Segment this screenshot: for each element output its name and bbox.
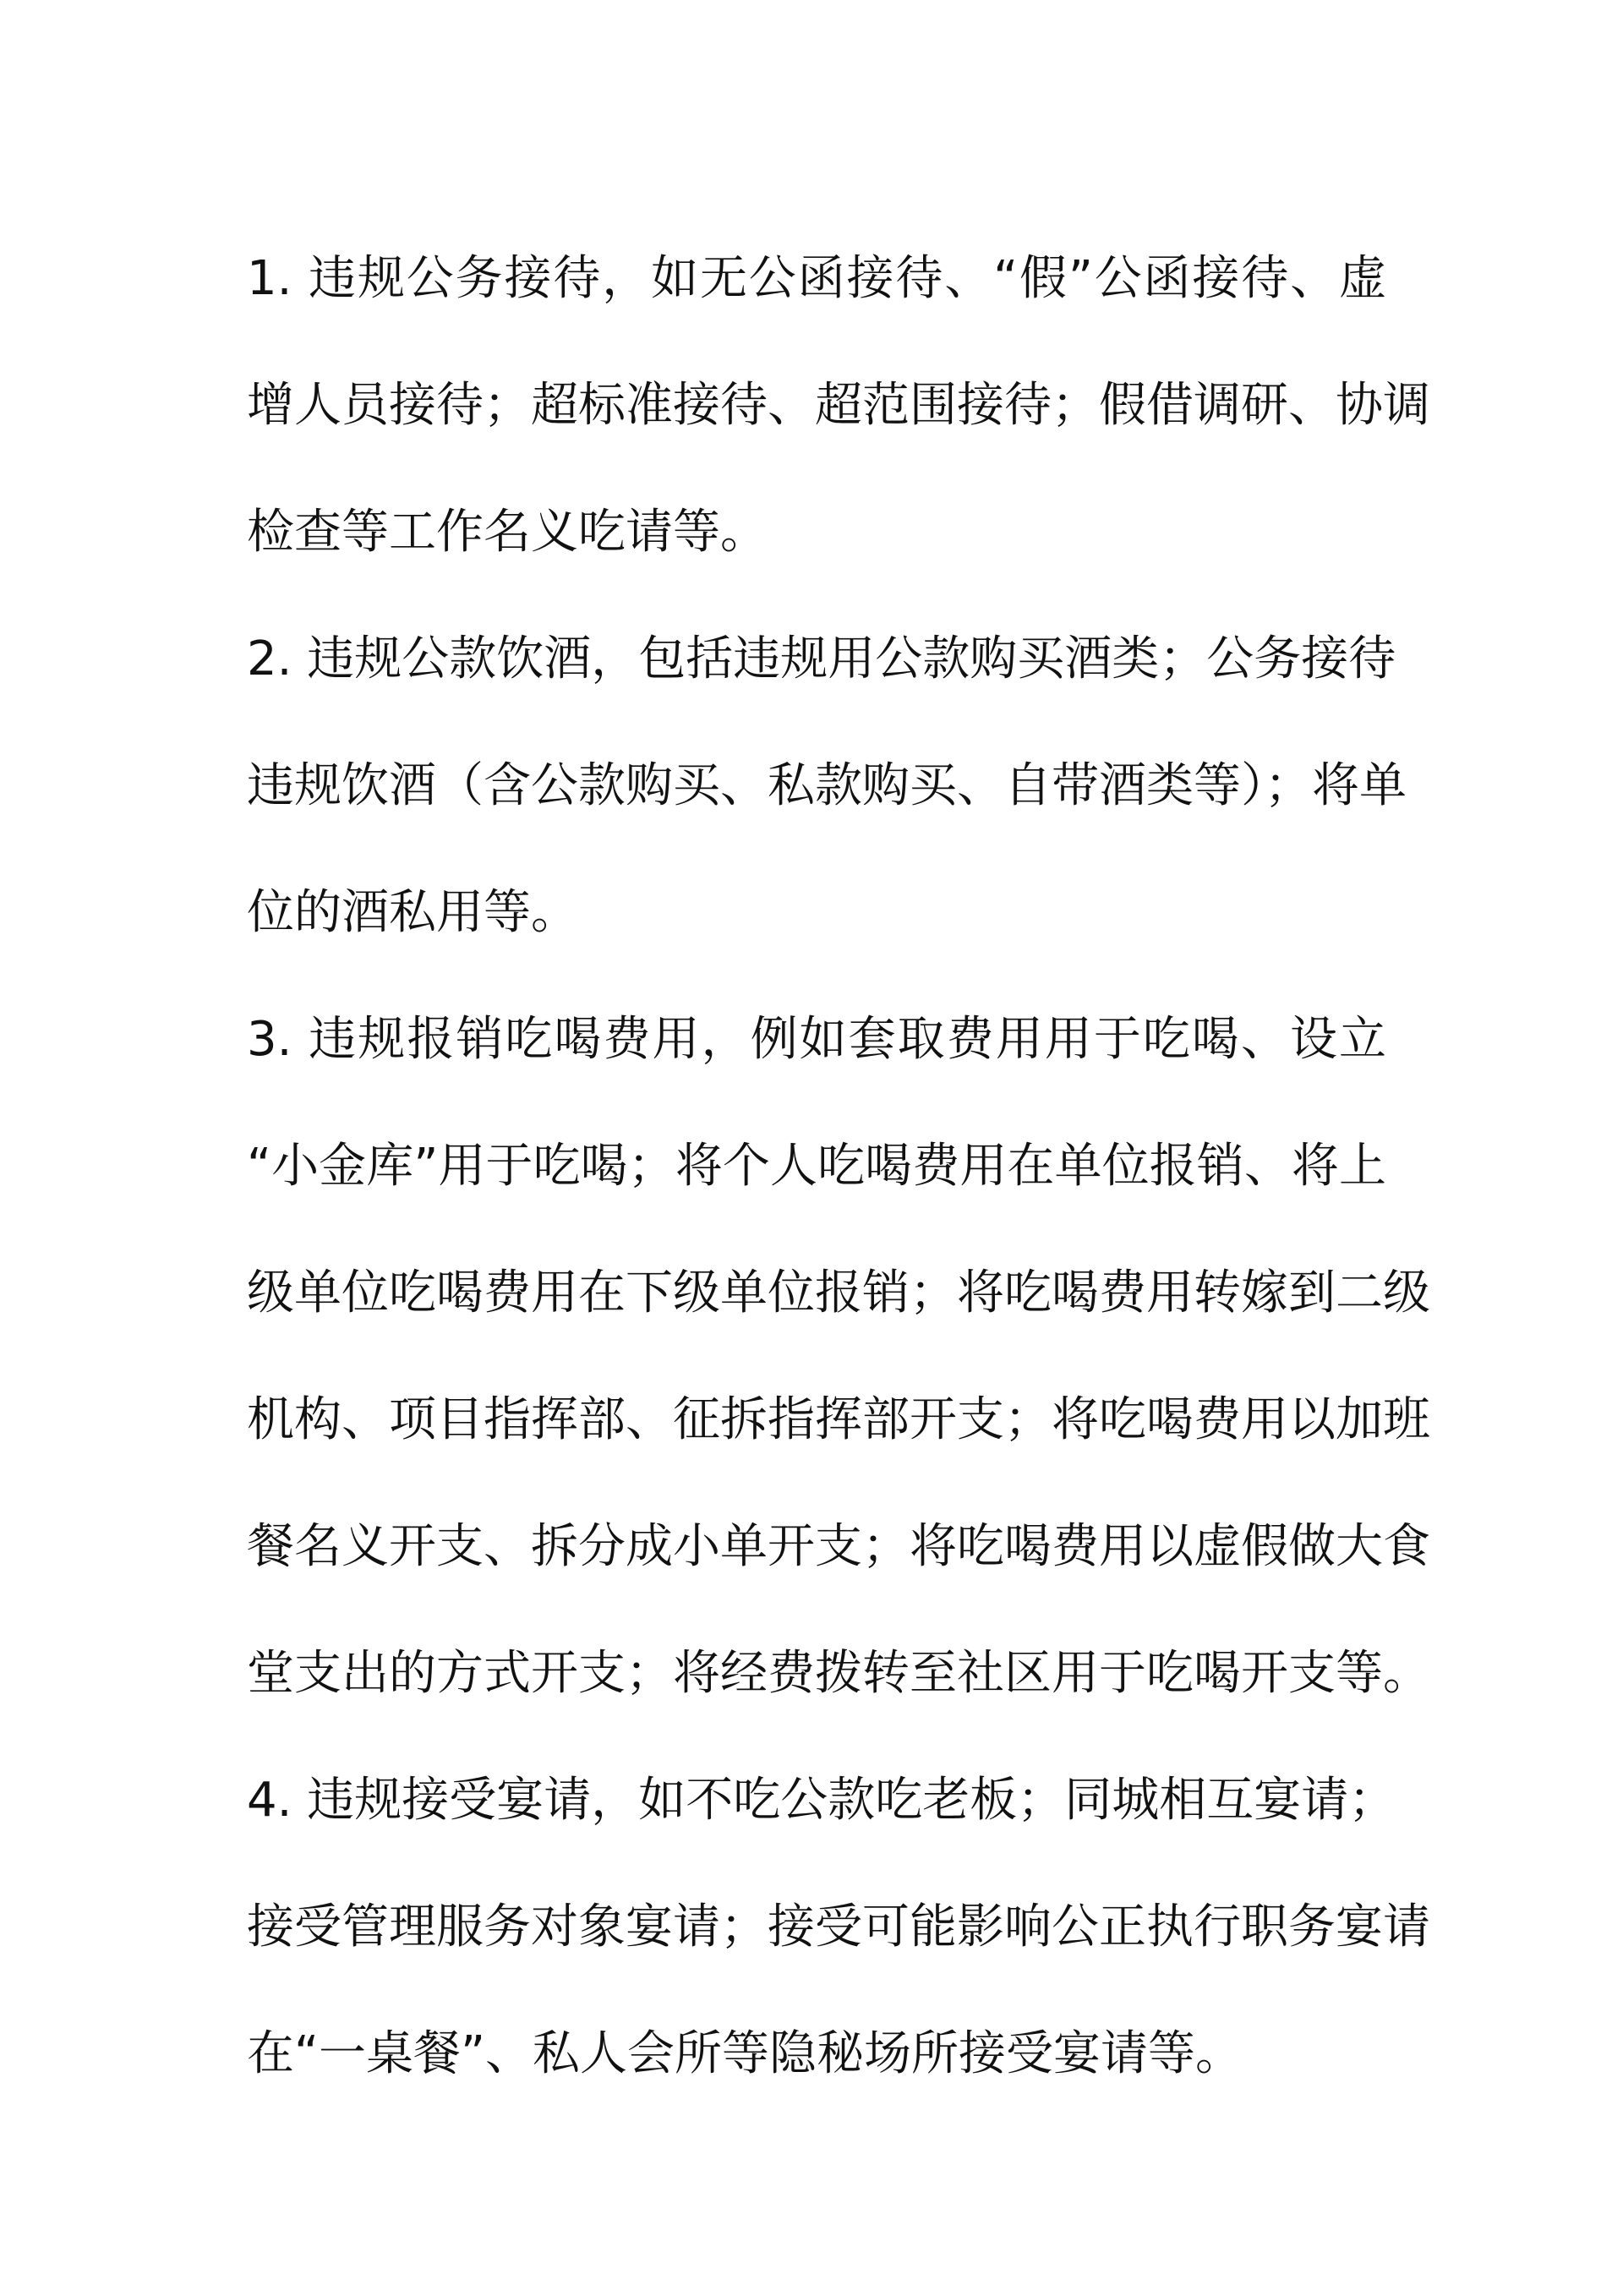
text-line: 检查等工作名义吃请等。 <box>247 505 768 560</box>
text-line: 接受管理服务对象宴请；接受可能影响公正执行职务宴请 <box>247 1900 1430 1954</box>
text-line: 1. 违规公务接待，如无公函接待、“假”公函接待、虚 <box>247 251 1386 306</box>
text-line: 级单位吃喝费用在下级单位报销；将吃喝费用转嫁到二级 <box>247 1266 1430 1320</box>
document-body <box>247 216 1430 2118</box>
text-line: 位的酒私用等。 <box>247 885 578 940</box>
text-line: 在“一桌餐”、私人会所等隐秘场所接受宴请等。 <box>247 2026 1243 2081</box>
text-line: 2. 违规公款饮酒，包括违规用公款购买酒类；公务接待 <box>247 631 1396 686</box>
text-line: 增人员接待；超标准接待、超范围接待；假借调研、协调 <box>247 378 1430 433</box>
text-line: 违规饮酒（含公款购买、私款购买、自带酒类等）；将单 <box>247 758 1407 813</box>
text-line: “小金库”用于吃喝；将个人吃喝费用在单位报销、将上 <box>247 1139 1386 1194</box>
text-line: 4. 违规接受宴请，如不吃公款吃老板；同城相互宴请； <box>247 1773 1396 1828</box>
text-line: 机构、项目指挥部、征拆指挥部开支；将吃喝费用以加班 <box>247 1392 1430 1447</box>
text-line: 餐名义开支、拆分成小单开支；将吃喝费用以虚假做大食 <box>247 1519 1430 1574</box>
text-line: 堂支出的方式开支；将经费拨转至社区用于吃喝开支等。 <box>247 1646 1430 1701</box>
text-line: 3. 违规报销吃喝费用，例如套取费用用于吃喝、设立 <box>247 1012 1386 1067</box>
